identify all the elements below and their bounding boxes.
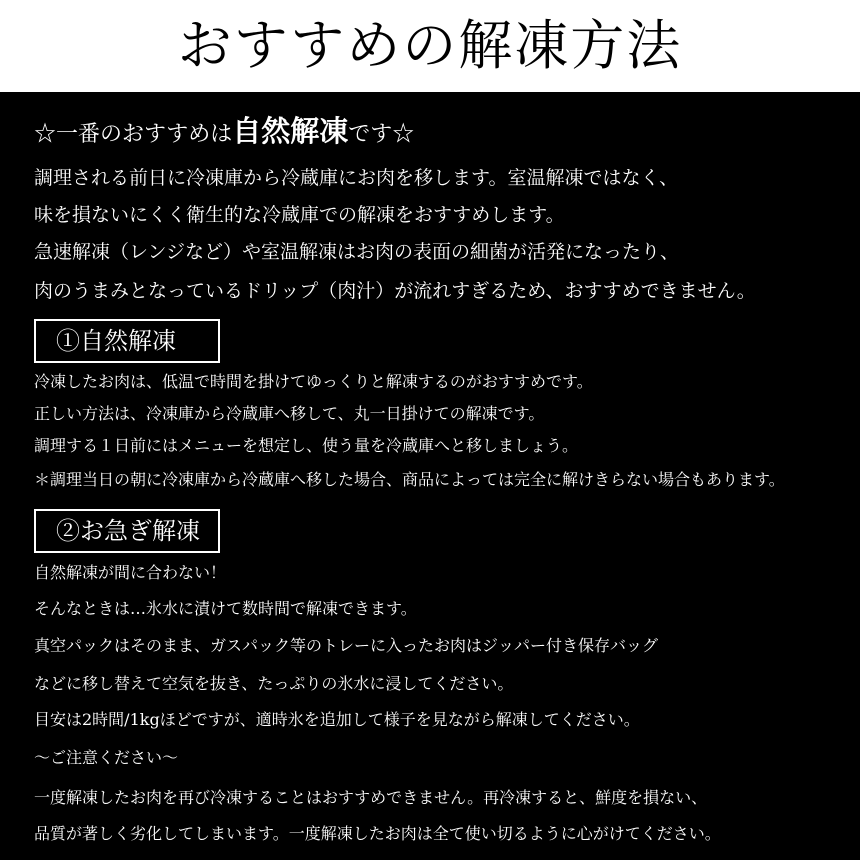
section-line: ＊調理当日の朝に冷凍庫から冷蔵庫へ移した場合、商品によっては完全に解けきらない場合もあります。 (34, 470, 785, 489)
section-line: などに移し替えて空気を抜き、たっぷりの氷水に浸してください。 (34, 674, 514, 693)
section-line: 品質が著しく劣化してしまいます。一度解凍したお肉は全て使い切るように心がけてください。 (34, 824, 721, 843)
page-title: おすすめの解凍方法 (177, 14, 683, 77)
section-title: ①自然解凍 (56, 327, 176, 355)
section-line: そんなときは…氷水に漬けて数時間で解凍できます。 (34, 599, 417, 618)
intro-heading-suffix: です☆ (348, 122, 415, 147)
section-line: 真空パックはそのまま、ガスパック等のトレーに入ったお肉はジッパー付き保存バッグ (34, 636, 659, 655)
intro-line: 急速解凍（レンジなど）や室温解凍はお肉の表面の細菌が活発になったり、 (34, 241, 680, 263)
caution-heading: 〜ご注意ください〜 (34, 748, 179, 767)
intro-heading-strong: 自然解凍 (232, 114, 349, 148)
section-title-box (34, 509, 220, 553)
intro-heading (34, 112, 834, 154)
section-line: 冷凍したお肉は、低温で時間を掛けてゆっくりと解凍するのがおすすめです。 (34, 372, 593, 391)
intro-line: 調理される前日に冷凍庫から冷蔵庫にお肉を移します。室温解凍ではなく、 (34, 167, 679, 189)
section-line: 自然解凍が間に合わない！ (34, 563, 227, 582)
section-line: 正しい方法は、冷凍庫から冷蔵庫へ移して、丸一日掛けての解凍です。 (34, 404, 545, 423)
section-title-box (34, 319, 220, 363)
section-line: 一度解凍したお肉を再び冷凍することはおすすめできません。再冷凍すると、鮮度を損ない、 (34, 788, 708, 807)
intro-line: 味を損ないにくく衛生的な冷蔵庫での解凍をおすすめします。 (34, 204, 565, 226)
section-line: 調理する１日前にはメニューを想定し、使う量を冷蔵庫へと移しましょう。 (34, 436, 579, 455)
section-line: 目安は2時間/1kgほどですが、適時氷を追加して様子を見ながら解凍してください。 (34, 710, 640, 729)
intro-heading-prefix: ☆一番のおすすめは (34, 122, 233, 147)
intro-line: 肉のうまみとなっているドリップ（肉汁）が流れすぎるため、おすすめできません。 (34, 280, 756, 302)
section-title: ②お急ぎ解凍 (56, 517, 200, 545)
page-header (0, 0, 860, 92)
